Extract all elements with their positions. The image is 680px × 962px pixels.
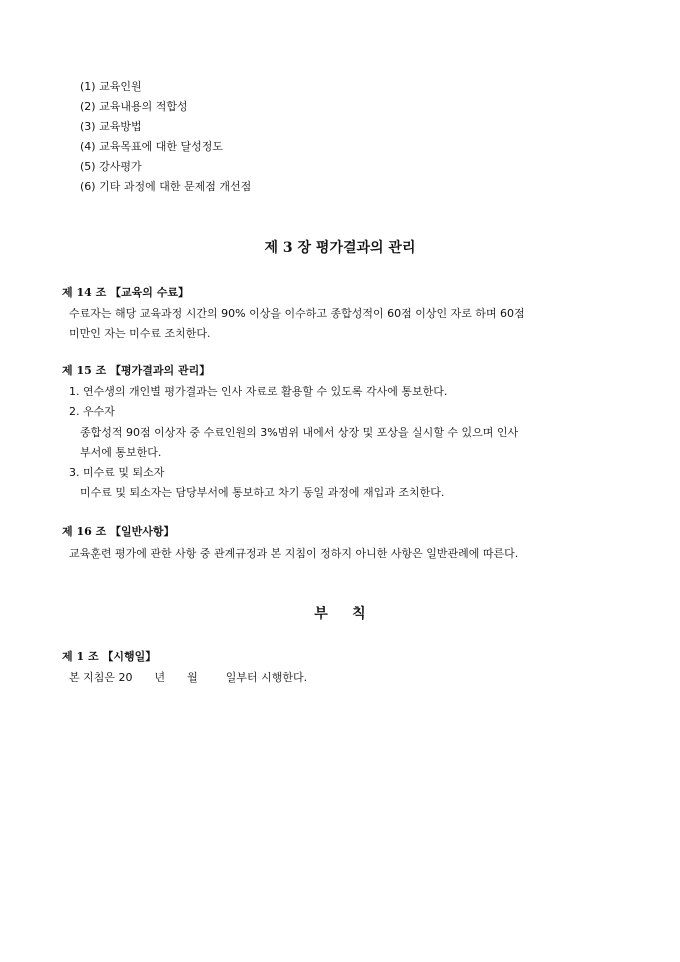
article-14-line-2: 미만인 자는 미수료 조치한다.	[69, 327, 211, 340]
chapter-3-heading: 제 3 장 평가결과의 관리	[264, 240, 416, 256]
effective-date-suffix: 일부터 시행한다.	[225, 671, 308, 684]
article-15-item-1: 1. 연수생의 개인별 평가결과는 인사 자료로 활용할 수 있도록 각사에 통보한다.	[69, 385, 448, 398]
article-15-item-3-line: 미수료 및 퇴소자는 담당부서에 통보하고 차기 동일 과정에 재입과 조치한다.	[80, 486, 445, 499]
article-15-item-2-line-1: 종합성적 90점 이상자 중 수료인원의 3%범위 내에서 상장 및 포상을 실시할 수 있으며 인사	[80, 426, 519, 439]
effective-date-month-label: 월	[187, 671, 198, 684]
article-14-title: 제 14 조 【교육의 수료】	[62, 286, 190, 299]
article-15-item-3: 3. 미수료 및 퇴소자	[69, 466, 165, 479]
article-15-title: 제 15 조 【평가결과의 관리】	[62, 364, 211, 377]
addenda-article-1-title: 제 1 조 【시행일】	[62, 650, 157, 663]
article-14-line-1: 수료자는 해당 교육과정 시간의 90% 이상을 이수하고 종합성적이 60점 이상인 자로 하며 60점	[69, 307, 525, 320]
effective-date-prefix: 본 지침은 20	[69, 671, 133, 684]
addenda-article-1-text	[69, 671, 307, 685]
eval-item-1: (1) 교육인원	[80, 80, 142, 93]
eval-item-5: (5) 강사평가	[80, 160, 142, 173]
eval-item-6: (6) 기타 과정에 대한 문제점 개선점	[80, 180, 252, 193]
article-15-item-2-line-2: 부서에 통보한다.	[80, 446, 162, 459]
article-16-title: 제 16 조 【일반사항】	[62, 525, 175, 538]
eval-item-2: (2) 교육내용의 적합성	[80, 100, 188, 113]
article-15-item-2: 2. 우수자	[69, 405, 115, 418]
effective-date-year-label: 년	[154, 671, 166, 684]
article-16-line: 교육훈련 평가에 관한 사항 중 관계규정과 본 지침이 정하지 아니한 사항은 일반관례에 따른다.	[69, 547, 519, 560]
eval-item-4: (4) 교육목표에 대한 달성정도	[80, 140, 223, 153]
eval-item-3: (3) 교육방법	[80, 120, 142, 133]
addenda-heading: 부 칙	[314, 606, 366, 622]
